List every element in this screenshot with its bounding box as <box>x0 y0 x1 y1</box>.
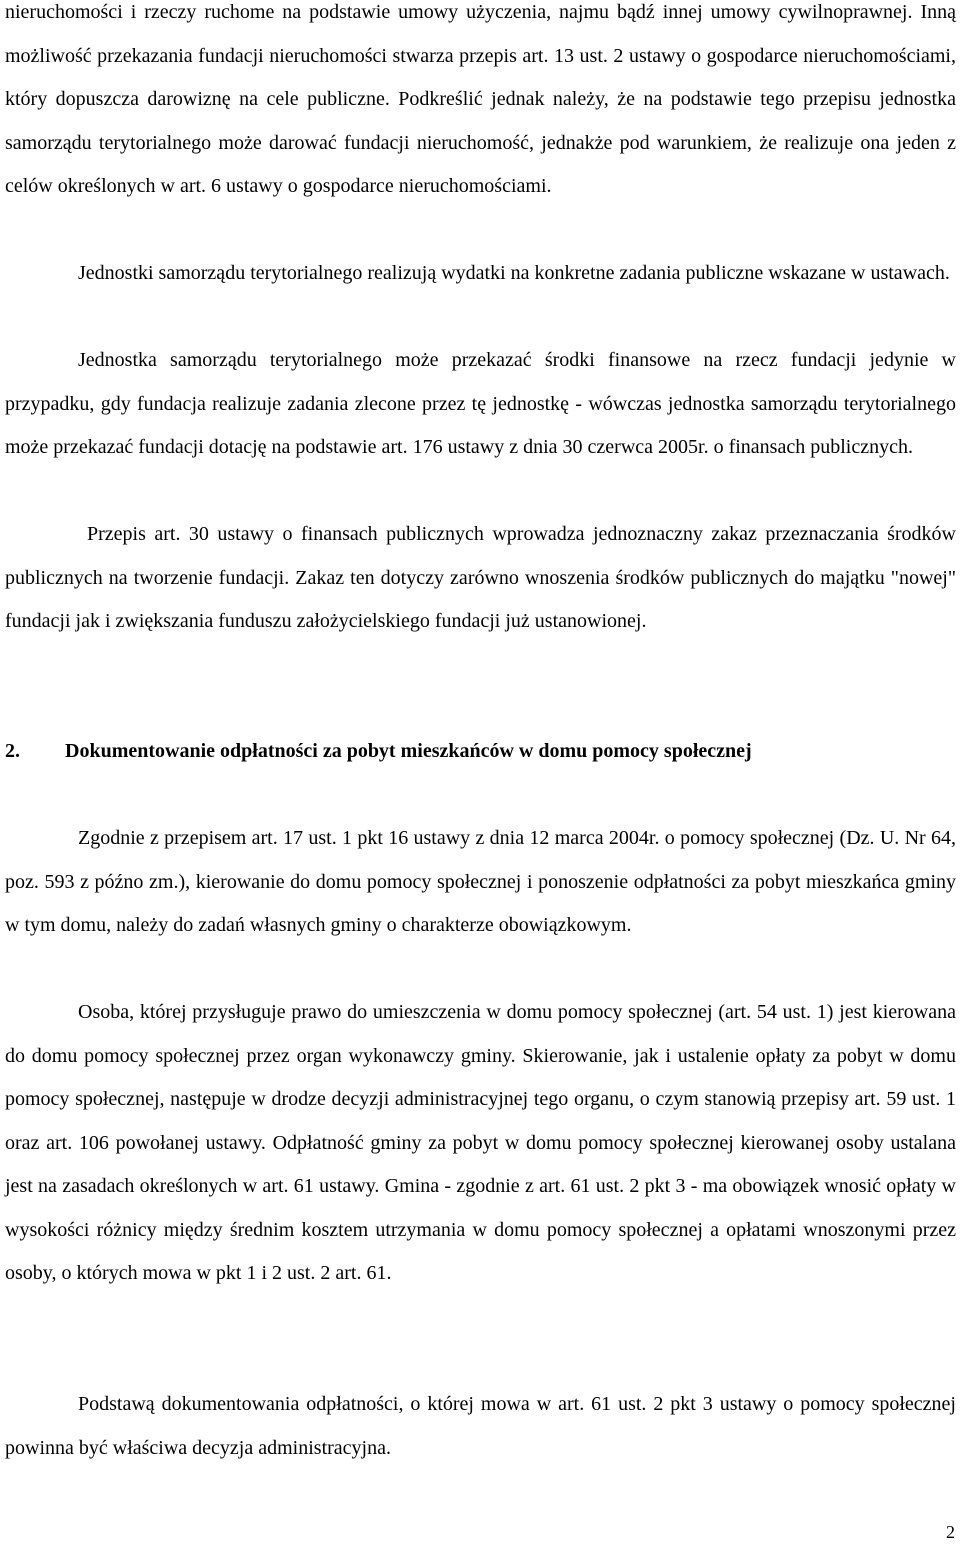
page-number: 2 <box>946 1522 955 1542</box>
section-heading <box>5 730 752 773</box>
paragraph-5: Zgodnie z przepisem art. 17 ust. 1 pkt 16 ustawy z dnia 12 marca 2004r. o pomocy społecznej (Dz. U. Nr 64, poz. 593 z późno zm.), kierowanie do domu pomocy społecznej i ponoszenie odpłatności za pobyt mieszkańca gminy w tym domu, należy do zadań własnych gminy o charakterze obowiązkowym. <box>5 827 956 936</box>
paragraph-1: nieruchomości i rzeczy ruchome na podstawie umowy użyczenia, najmu bądź innej umowy cywilnoprawnej. Inną możliwość przekazania fundacji nieruchomości stwarza przepis art. 13 ust. 2 ustawy o gospodarce nieruchomościami, który dopuszcza darowiznę na cele publiczne. Podkreślić jednak należy, że na podstawie tego przepisu jednostka samorządu terytorialnego może darować fundacji nieruchomość, jednakże pod warunkiem, że realizuje ona jeden z celów określonych w art. 6 ustawy o gospodarce nieruchomościami. <box>5 1 956 197</box>
paragraph-3: Jednostka samorządu terytorialnego może przekazać środki finansowe na rzecz fundacji jedynie w przypadku, gdy fundacja realizuje zadania zlecone przez tę jednostkę - wówczas jednostka samorządu terytorialnego może przekazać fundacji dotację na podstawie art. 176 ustawy z dnia 30 czerwca 2005r. o finansach publicznych. <box>5 349 956 458</box>
paragraph-2: Jednostki samorządu terytorialnego realizują wydatki na konkretne zadania publiczne wskazane w ustawach. <box>78 262 950 284</box>
paragraph-6: Osoba, której przysługuje prawo do umieszczenia w domu pomocy społecznej (art. 54 ust. 1) jest kierowana do domu pomocy społecznej przez organ wykonawczy gminy. Skierowanie, jak i ustalenie opłaty za pobyt w domu pomocy społecznej, następuje w drodze decyzji administracyjnej tego organu, o czym stanowią przepisy art. 59 ust. 1 oraz art. 106 powołanej ustawy. Odpłatność gminy za pobyt w domu pomocy społecznej kierowanej osoby ustalana jest na zasadach określonych w art. 61 ustawy. Gmina - zgodnie z art. 61 ust. 2 pkt 3 - ma obowiązek wnosić opłaty w wysokości różnicy między średnim kosztem utrzymania w domu pomocy społecznej a opłatami wnoszonymi przez osoby, o których mowa w pkt 1 i 2 ust. 2 art. 61. <box>5 1001 956 1284</box>
paragraph-7: Podstawą dokumentowania odpłatności, o której mowa w art. 61 ust. 2 pkt 3 ustawy o pomocy społecznej powinna być właściwa decyzja administracyjna. <box>5 1393 956 1459</box>
paragraph-4: Przepis art. 30 ustawy o finansach publicznych wprowadza jednoznaczny zakaz przeznaczania środków publicznych na tworzenie fundacji. Zakaz ten dotyczy zarówno wnoszenia środków publicznych do majątku "nowej" fundacji jak i zwiększania funduszu założycielskiego fundacji już ustanowionej. <box>5 523 956 632</box>
section-number: 2. <box>5 740 20 762</box>
section-title: Dokumentowanie odpłatności za pobyt mieszkańców w domu pomocy społecznej <box>65 740 752 762</box>
